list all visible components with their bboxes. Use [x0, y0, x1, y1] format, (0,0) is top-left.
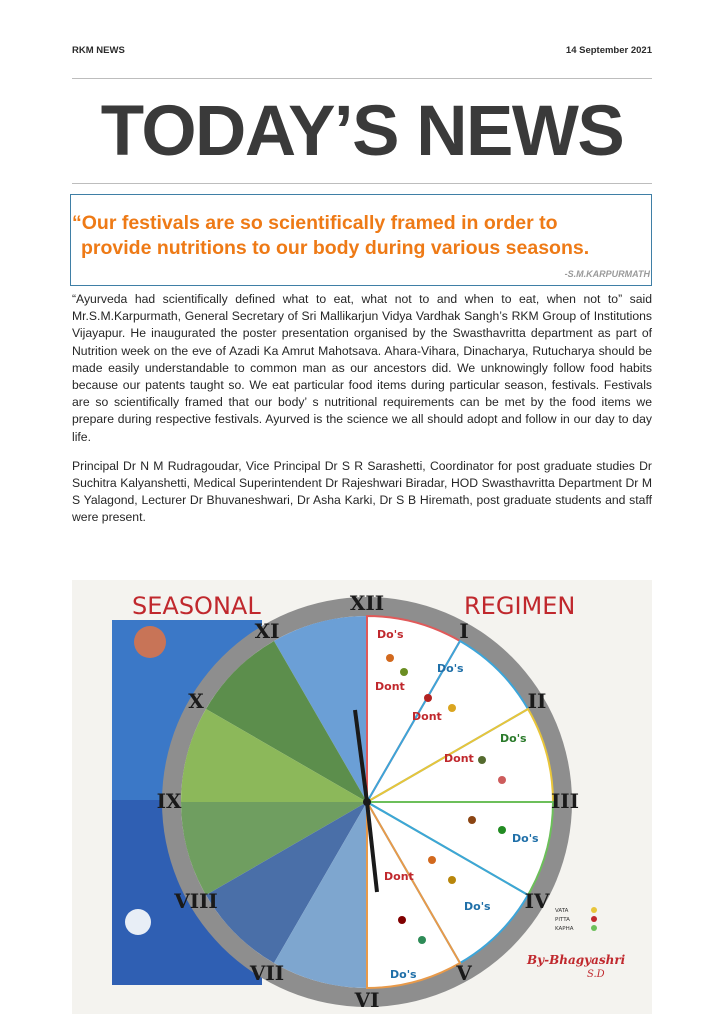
article-paragraph-1: “Ayurveda had scientifically defined what to eat, what not to and when to eat, when not to” said Mr.S.M.Karpurmath, General Secretary of Sri Mallikarjun Vidya Vardhak Sangh’s RKM Group of Institutions Vijayapur. He inaugurated the poster presentation organised by the Swasthavritta department as part of Nutrition week on the eve of Azadi Ka Amrut Mahotsava. Ahara-Vihara, Dinacharya, Rutucharya should be made easily understandable to common man as our ancestors did. We unknowingly follow food habits because our patents taught so. We eat particular food items during particular season, festivals. Festivals are so scientifically framed that our body’ s nutritional requirements can be met by the food items we prepare during respective festivals. Ayurved is the science we all should adopt and follow in our day to day life. [72, 292, 652, 444]
divider-top [72, 78, 652, 79]
clock-numeral: XII [349, 591, 385, 615]
slice-label: Do's [500, 732, 527, 745]
publication-name: RKM NEWS [72, 45, 125, 56]
clock-numeral: VI [354, 988, 380, 1012]
clock-numeral: VIII [174, 889, 218, 913]
seasonal-regimen-poster [72, 580, 652, 1014]
clock-numeral: X [188, 689, 204, 713]
article-body [72, 291, 652, 539]
slice-label: Dont [444, 752, 474, 765]
headline: TODAY’S NEWS [100, 92, 624, 171]
slice-label: Do's [390, 968, 417, 981]
clock-numeral: IV [524, 889, 550, 913]
divider-headline [72, 183, 652, 184]
clock-numeral: I [459, 619, 469, 643]
clock-numeral: III [550, 789, 580, 813]
clock-numeral: VII [249, 961, 285, 985]
slice-label: Dont [412, 710, 442, 723]
poster-title-right: REGIMEN [464, 592, 576, 620]
legend-label: VATA [555, 908, 569, 914]
poster-signature: By-Bhagyashri [527, 953, 626, 967]
slice-label: Do's [437, 662, 464, 675]
slice-label: Do's [512, 832, 539, 845]
poster-title-left: SEASONAL [132, 592, 261, 620]
clock-numeral: XI [254, 619, 280, 643]
legend-label: KAPHA [555, 926, 574, 932]
slice-label: Do's [464, 900, 491, 913]
poster-image [72, 580, 652, 1014]
poster-signature-initials: S.D [587, 969, 605, 980]
legend-label: PITTA [555, 917, 570, 923]
clock-numeral: V [456, 961, 472, 985]
sun-icon [134, 626, 166, 658]
pull-quote [72, 211, 652, 261]
article-paragraph-2: Principal Dr N M Rudragoudar, Vice Principal Dr S R Sarashetti, Coordinator for post graduate studies Dr Suchitra Kalyanshetti, Medical Superintendent Dr Rajeshwari Biradar, HOD Swasthavritta Department Dr M S Yalagond, Lecturer Dr Bhuvaneshwari, Dr Asha Karki, Dr S B Hiremath, post graduate students and staff were present. [72, 458, 652, 525]
clock-numeral: II [527, 689, 547, 713]
publication-date: 14 September 2021 [565, 45, 652, 56]
pull-quote-line-2: provide nutritions to our body during various seasons. [81, 237, 590, 259]
moon-icon [125, 909, 151, 935]
top-bar [72, 45, 652, 56]
slice-label: Dont [384, 870, 414, 883]
clock-numeral: IX [156, 789, 182, 813]
slice-label: Dont [375, 680, 405, 693]
pull-quote-attribution: -S.M.KARPURMATH [564, 269, 650, 279]
slice-label: Do's [377, 628, 404, 641]
pull-quote-line-1: “Our festivals are so scientifically framed in order to [72, 212, 558, 234]
